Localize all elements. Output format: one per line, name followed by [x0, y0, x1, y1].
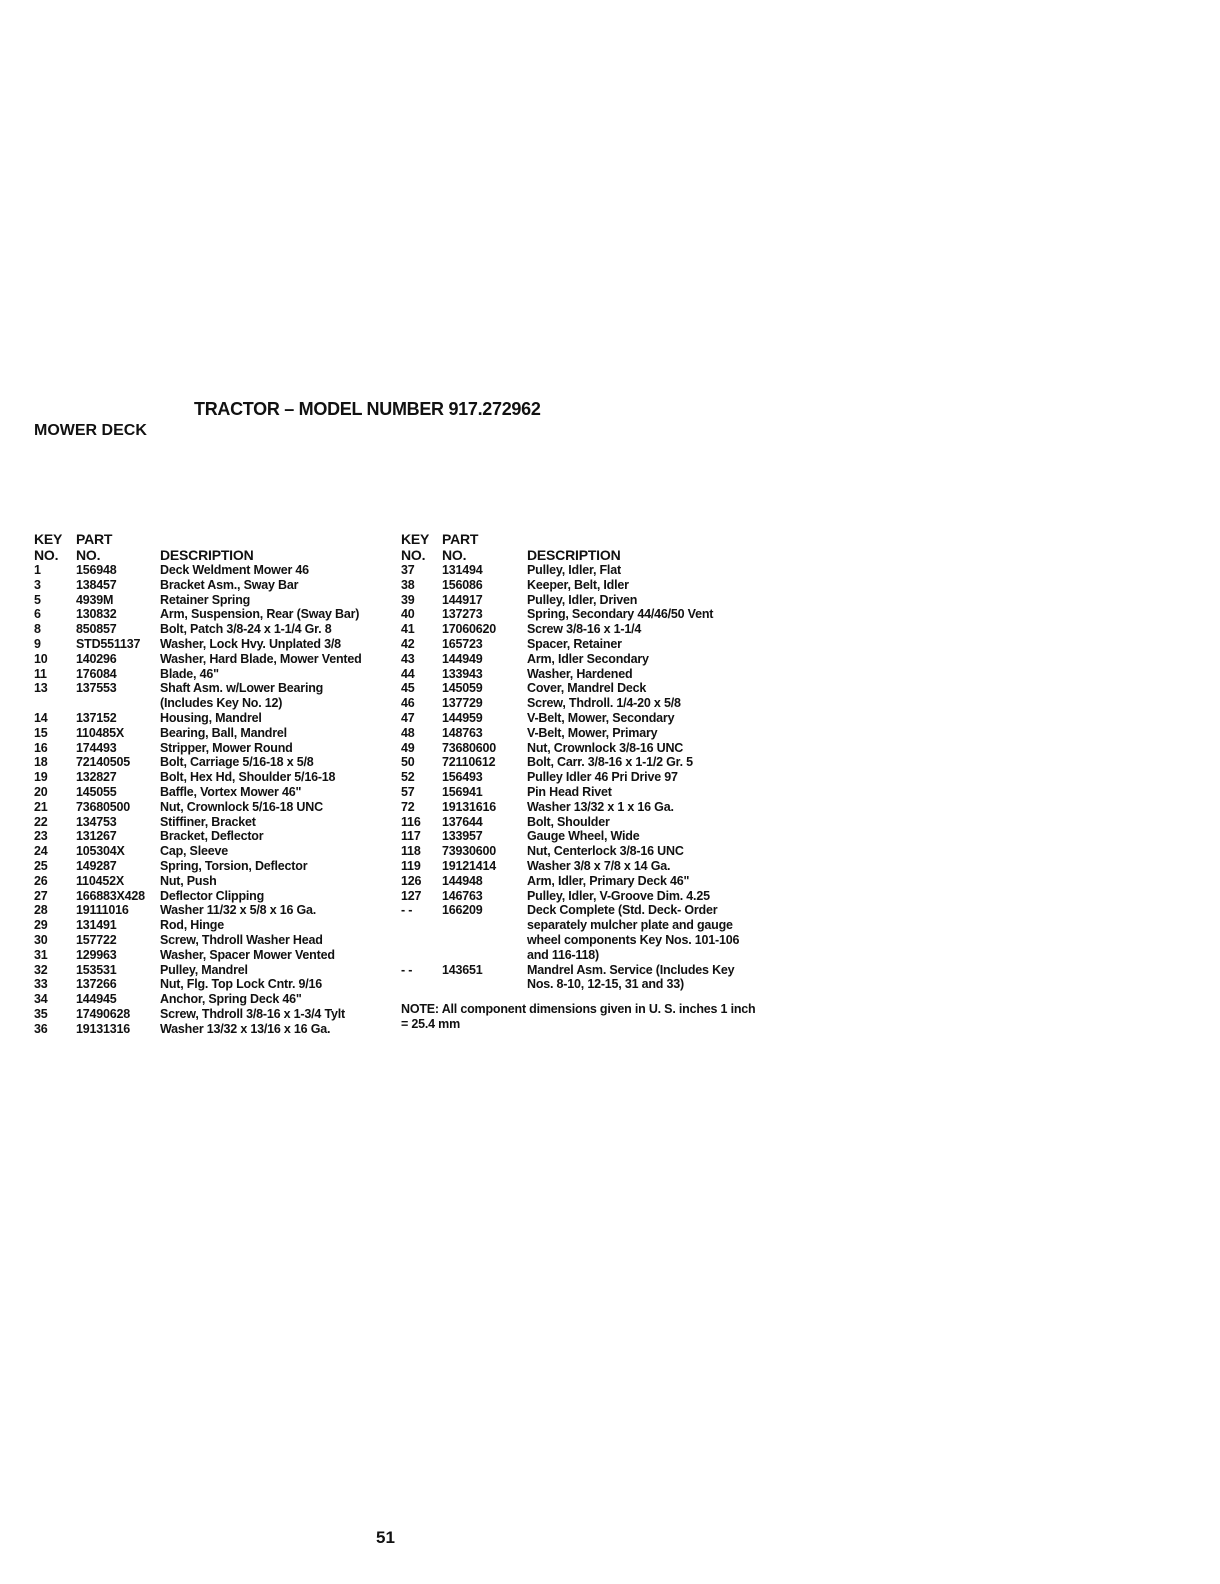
table-row	[34, 563, 374, 578]
part-no-cell: 137644	[442, 814, 483, 829]
description-cell: Bolt, Hex Hd, Shoulder 5/16-18	[160, 770, 336, 785]
description-cell: Pulley, Idler, V-Groove Dim. 4.25	[527, 888, 710, 903]
key-no-cell: 39	[401, 592, 415, 607]
note	[401, 1002, 761, 1032]
key-no-cell: 5	[34, 592, 41, 607]
key-header-line2: NO.	[401, 547, 426, 563]
description-cell: Mandrel Asm. Service (Includes Key Nos. 8-10, 12-15, 31 and 33)	[527, 962, 735, 992]
part-no-cell: 73680500	[76, 799, 131, 814]
table-row	[34, 992, 374, 1007]
table-row	[401, 711, 761, 726]
key-no-cell: 126	[401, 873, 422, 888]
part-no-cell: 19131616	[442, 799, 497, 814]
table-row	[401, 593, 761, 608]
description-cell: Bolt, Patch 3/8-24 x 1-1/4 Gr. 8	[160, 622, 332, 637]
key-no-cell: 34	[34, 992, 48, 1007]
table-row	[34, 889, 374, 904]
description-cell: Pin Head Rivet	[527, 784, 612, 799]
table-row	[34, 1022, 374, 1037]
description-cell: Washer, Lock Hvy. Unplated 3/8	[160, 636, 341, 651]
table-header	[34, 531, 374, 563]
description-cell: Bolt, Shoulder	[527, 814, 610, 829]
part-no-cell: 176084	[76, 666, 117, 681]
description-cell: Arm, Idler Secondary	[527, 651, 649, 666]
note-text: All component dimensions given in U. S. inches 1 inch = 25.4 mm	[401, 1002, 756, 1032]
key-no-cell: 25	[34, 858, 48, 873]
part-no-cell: 144917	[442, 592, 483, 607]
description-cell: Washer 13/32 x 1 x 16 Ga.	[527, 799, 674, 814]
key-no-cell: 23	[34, 829, 48, 844]
key-no-cell: 50	[401, 755, 415, 770]
table-row	[34, 652, 374, 667]
description-cell: Pulley Idler 46 Pri Drive 97	[527, 770, 678, 785]
part-no-cell: 156948	[76, 563, 117, 577]
table-row	[34, 711, 374, 726]
description-cell: Bracket Asm., Sway Bar	[160, 577, 299, 592]
description-cell: Keeper, Belt, Idler	[527, 577, 629, 592]
table-row	[34, 770, 374, 785]
key-no-cell: 31	[34, 947, 48, 962]
part-no-cell: 72140505	[76, 755, 131, 770]
description-cell: Nut, Centerlock 3/8-16 UNC	[527, 844, 684, 859]
key-no-cell: 119	[401, 858, 421, 873]
description-cell: Spacer, Retainer	[527, 636, 622, 651]
key-no-cell: 19	[34, 770, 48, 785]
part-no-cell: 19111016	[76, 903, 129, 918]
table-row	[401, 622, 761, 637]
table-row	[401, 770, 761, 785]
key-no-cell: 41	[401, 622, 415, 637]
key-no-cell: 118	[401, 844, 421, 859]
key-no-cell: 36	[34, 1021, 48, 1036]
key-no-cell: 72	[401, 799, 415, 814]
key-no-cell: 22	[34, 814, 48, 829]
table-row	[401, 859, 761, 874]
table-row	[34, 593, 374, 608]
description-cell: Blade, 46"	[160, 666, 219, 681]
description-cell: Deck Complete (Std. Deck- Order separately mulcher plate and gauge wheel components Key Nos. 101-106 and 116-118)	[527, 903, 740, 962]
part-header-line2: NO.	[76, 547, 101, 563]
table-row	[401, 681, 761, 696]
part-no-cell: 105304X	[76, 844, 125, 859]
table-row	[34, 815, 374, 830]
part-no-cell: 146763	[442, 888, 483, 903]
key-no-cell: 46	[401, 696, 415, 711]
key-no-cell: 47	[401, 710, 415, 725]
description-cell: Rod, Hinge	[160, 918, 224, 933]
table-row	[34, 785, 374, 800]
table-row	[34, 667, 374, 682]
table-row	[401, 578, 761, 593]
key-no-cell: 21	[34, 799, 48, 814]
description-cell: Deck Weldment Mower 46	[160, 563, 309, 577]
description-cell: Bolt, Carr. 3/8-16 x 1-1/2 Gr. 5	[527, 755, 693, 770]
key-no-cell: 49	[401, 740, 415, 755]
description-cell: Cover, Mandrel Deck	[527, 681, 647, 696]
part-no-cell: 137729	[442, 696, 483, 711]
part-no-cell: 153531	[76, 962, 117, 977]
table-row	[401, 800, 761, 815]
table-row	[401, 755, 761, 770]
description-cell: Washer, Spacer Mower Vented	[160, 947, 335, 962]
table-row	[34, 726, 374, 741]
part-no-header	[442, 531, 527, 563]
table-row	[34, 963, 374, 978]
part-no-cell: 17060620	[442, 622, 497, 637]
key-no-cell: 30	[34, 932, 48, 947]
part-no-header	[76, 531, 160, 563]
key-no-cell: 10	[34, 651, 48, 666]
table-row	[34, 933, 374, 948]
part-no-cell: 131267	[76, 829, 117, 844]
key-no-cell: 52	[401, 770, 415, 785]
key-no-header	[34, 531, 76, 563]
part-no-cell: 133943	[442, 666, 483, 681]
description-cell: Pulley, Idler, Driven	[527, 592, 638, 607]
table-row	[401, 963, 761, 993]
description-cell: Nut, Crownlock 5/16-18 UNC	[160, 799, 323, 814]
key-no-cell: 3	[34, 577, 41, 592]
description-header: DESCRIPTION	[160, 547, 254, 563]
part-no-cell: 143651	[442, 962, 483, 977]
description-cell: Housing, Mandrel	[160, 710, 262, 725]
section-title: MOWER DECK	[34, 422, 147, 439]
part-no-cell: 137273	[442, 607, 483, 622]
parts-list-right	[401, 563, 761, 992]
key-no-cell: 29	[34, 918, 48, 933]
part-no-cell: 110452X	[76, 873, 124, 888]
part-no-cell: 174493	[76, 740, 117, 755]
description-cell: Spring, Torsion, Deflector	[160, 858, 308, 873]
table-row	[401, 889, 761, 904]
part-no-cell: 165723	[442, 636, 483, 651]
part-no-cell: 166883X428	[76, 888, 145, 903]
part-no-cell: 145059	[442, 681, 483, 696]
key-no-cell: 45	[401, 681, 415, 696]
part-no-cell: 130832	[76, 607, 117, 622]
key-no-header	[401, 531, 442, 563]
description-cell: Anchor, Spring Deck 46"	[160, 992, 302, 1007]
table-row	[401, 815, 761, 830]
page-number: 51	[376, 1528, 395, 1547]
key-no-cell: 9	[34, 636, 41, 651]
part-no-cell: 129963	[76, 947, 117, 962]
part-no-cell: 131491	[76, 918, 117, 933]
description-cell: Spring, Secondary 44/46/50 Vent	[527, 607, 714, 622]
table-row	[401, 696, 761, 711]
table-header	[401, 531, 761, 563]
description-cell: Baffle, Vortex Mower 46"	[160, 784, 302, 799]
table-row	[34, 1007, 374, 1022]
key-no-cell: 37	[401, 563, 415, 577]
description-cell: Arm, Idler, Primary Deck 46"	[527, 873, 690, 888]
key-no-cell: 26	[34, 873, 48, 888]
part-no-cell: 144948	[442, 873, 483, 888]
part-no-cell: 134753	[76, 814, 117, 829]
description-cell: Deflector Clipping	[160, 888, 265, 903]
key-no-cell: 14	[34, 710, 48, 725]
part-no-cell: 110485X	[76, 725, 124, 740]
description-cell: Pulley, Idler, Flat	[527, 563, 621, 577]
description-cell: Nut, Crownlock 3/8-16 UNC	[527, 740, 684, 755]
description-cell: Washer 3/8 x 7/8 x 14 Ga.	[527, 858, 671, 873]
part-no-cell: 166209	[442, 903, 483, 918]
key-no-cell: - -	[401, 903, 413, 918]
table-row	[34, 622, 374, 637]
table-row	[34, 829, 374, 844]
key-no-cell: 8	[34, 622, 41, 637]
table-row	[401, 652, 761, 667]
description-cell: Arm, Suspension, Rear (Sway Bar)	[160, 607, 360, 622]
key-no-cell: 27	[34, 888, 48, 903]
description-cell: Nut, Flg. Top Lock Cntr. 9/16	[160, 977, 323, 992]
key-no-cell: 1	[34, 563, 41, 577]
description-cell: Washer 11/32 x 5/8 x 16 Ga.	[160, 903, 317, 918]
part-no-cell: 138457	[76, 577, 117, 592]
part-no-cell: 132827	[76, 770, 117, 785]
table-row	[401, 726, 761, 741]
key-no-cell: 20	[34, 784, 48, 799]
part-no-cell: 137152	[76, 710, 117, 725]
key-no-cell: 28	[34, 903, 48, 918]
description-cell: Shaft Asm. w/Lower Bearing (Includes Key No. 12)	[160, 681, 324, 711]
table-row	[34, 681, 374, 711]
table-row	[34, 948, 374, 963]
part-header-line1: PART	[442, 531, 479, 547]
description-cell: Screw 3/8-16 x 1-1/4	[527, 622, 642, 637]
key-no-cell: 48	[401, 725, 415, 740]
part-no-cell: 19131316	[76, 1021, 131, 1036]
part-header-line1: PART	[76, 531, 113, 547]
key-no-cell: - -	[401, 962, 413, 977]
key-header-line1: KEY	[401, 531, 430, 547]
description-cell: Screw, Thdroll 3/8-16 x 1-3/4 Tylt	[160, 1006, 345, 1021]
part-no-cell: 148763	[442, 725, 483, 740]
description-cell: Washer, Hard Blade, Mower Vented	[160, 651, 362, 666]
table-row	[401, 874, 761, 889]
description-cell: V-Belt, Mower, Secondary	[527, 710, 675, 725]
key-no-cell: 13	[34, 681, 48, 696]
part-no-cell: 137553	[76, 681, 117, 696]
description-cell: Stiffiner, Bracket	[160, 814, 256, 829]
table-row	[34, 741, 374, 756]
part-no-cell: 19121414	[442, 858, 497, 873]
part-no-cell: 131494	[442, 563, 483, 577]
description-cell: Washer 13/32 x 13/16 x 16 Ga.	[160, 1021, 331, 1036]
table-row	[34, 844, 374, 859]
key-no-cell: 117	[401, 829, 421, 844]
table-row	[34, 903, 374, 918]
key-header-line1: KEY	[34, 531, 63, 547]
part-no-cell: 137266	[76, 977, 117, 992]
part-no-cell: 73680600	[442, 740, 497, 755]
key-no-cell: 127	[401, 888, 422, 903]
key-no-cell: 116	[401, 814, 421, 829]
part-no-cell: 144959	[442, 710, 483, 725]
part-no-cell: 133957	[442, 829, 483, 844]
part-no-cell: 4939M	[76, 592, 114, 607]
description-cell: Washer, Hardened	[527, 666, 633, 681]
key-no-cell: 44	[401, 666, 415, 681]
description-cell: Bracket, Deflector	[160, 829, 264, 844]
key-no-cell: 35	[34, 1006, 48, 1021]
description-cell: Nut, Push	[160, 873, 217, 888]
key-no-cell: 24	[34, 844, 48, 859]
table-row	[401, 607, 761, 622]
description-header: DESCRIPTION	[527, 547, 621, 563]
part-header-line2: NO.	[442, 547, 467, 563]
part-no-cell: 156086	[442, 577, 483, 592]
key-no-cell: 15	[34, 725, 48, 740]
key-no-cell: 16	[34, 740, 48, 755]
key-no-cell: 32	[34, 962, 48, 977]
table-row	[34, 918, 374, 933]
table-row	[401, 563, 761, 578]
table-row	[34, 578, 374, 593]
part-no-cell: 156941	[442, 784, 483, 799]
description-cell: V-Belt, Mower, Primary	[527, 725, 658, 740]
description-cell: Bearing, Ball, Mandrel	[160, 725, 287, 740]
part-no-cell: 144949	[442, 651, 483, 666]
key-no-cell: 33	[34, 977, 48, 992]
description-cell: Screw, Thdroll Washer Head	[160, 932, 323, 947]
table-row	[401, 844, 761, 859]
description-cell: Screw, Thdroll. 1/4-20 x 5/8	[527, 696, 681, 711]
part-no-cell: 140296	[76, 651, 117, 666]
page-title: TRACTOR – MODEL NUMBER 917.272962	[194, 399, 541, 419]
part-no-cell: 72110612	[442, 755, 496, 770]
part-no-cell: 144945	[76, 992, 117, 1007]
key-no-cell: 43	[401, 651, 415, 666]
table-row	[34, 800, 374, 815]
key-no-cell: 11	[34, 666, 47, 681]
parts-table-left	[34, 531, 374, 1037]
table-row	[34, 859, 374, 874]
table-row	[34, 755, 374, 770]
part-no-cell: 17490628	[76, 1006, 131, 1021]
description-cell: Pulley, Mandrel	[160, 962, 248, 977]
part-no-cell: STD551137	[76, 636, 141, 651]
table-row	[401, 667, 761, 682]
description-cell: Cap, Sleeve	[160, 844, 228, 859]
table-row	[34, 637, 374, 652]
part-no-cell: 145055	[76, 784, 117, 799]
key-no-cell: 38	[401, 577, 415, 592]
parts-list-left	[34, 563, 374, 1037]
description-cell: Bolt, Carriage 5/16-18 x 5/8	[160, 755, 314, 770]
table-row	[401, 829, 761, 844]
table-row	[401, 903, 761, 962]
part-no-cell: 73930600	[442, 844, 497, 859]
key-no-cell: 40	[401, 607, 415, 622]
parts-table-right	[401, 531, 761, 1032]
description-cell: Gauge Wheel, Wide	[527, 829, 640, 844]
table-row	[401, 741, 761, 756]
key-no-cell: 18	[34, 755, 48, 770]
note-label: NOTE:	[401, 1002, 439, 1017]
table-row	[401, 785, 761, 800]
description-cell: Retainer Spring	[160, 592, 251, 607]
key-no-cell: 6	[34, 607, 41, 622]
table-row	[401, 637, 761, 652]
key-no-cell: 42	[401, 636, 415, 651]
table-row	[34, 607, 374, 622]
part-no-cell: 157722	[76, 932, 117, 947]
table-row	[34, 977, 374, 992]
table-row	[34, 874, 374, 889]
part-no-cell: 156493	[442, 770, 483, 785]
key-no-cell: 57	[401, 784, 415, 799]
part-no-cell: 850857	[76, 622, 117, 637]
key-header-line2: NO.	[34, 547, 59, 563]
description-cell: Stripper, Mower Round	[160, 740, 293, 755]
part-no-cell: 149287	[76, 858, 117, 873]
